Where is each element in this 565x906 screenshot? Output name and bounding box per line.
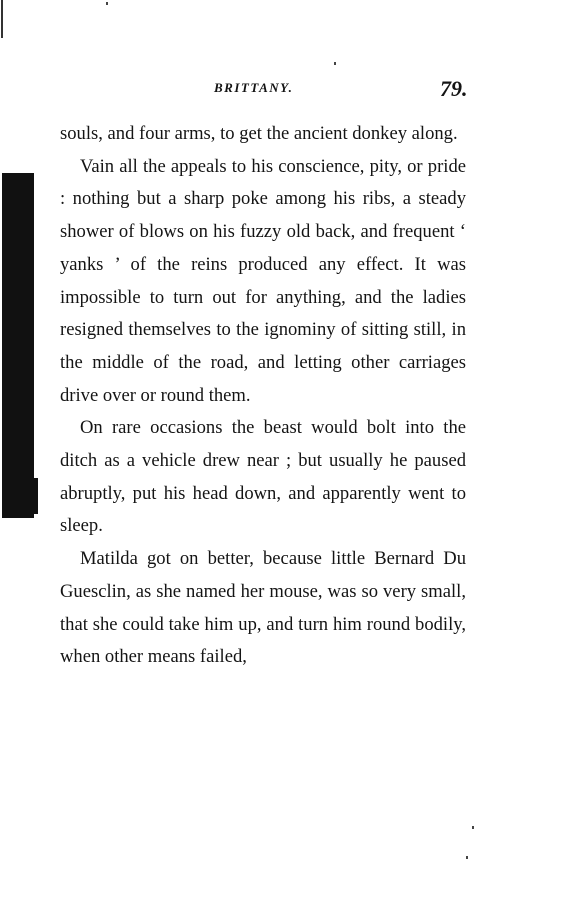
paragraph: On rare occasions the beast would bolt into the ditch as a vehicle drew near ; but usually he paused abruptly, put his head down, and apparently went to sleep. <box>60 417 466 537</box>
scan-edge-line <box>1 0 3 38</box>
body-text <box>60 118 466 674</box>
paragraph: souls, and four arms, to get the ancient donkey along. <box>60 123 458 144</box>
scan-speck <box>106 2 108 5</box>
scan-binding-shadow <box>2 173 34 518</box>
scan-speck <box>466 856 468 859</box>
scan-speck <box>334 62 336 65</box>
scan-binding-shadow-notch <box>30 478 38 514</box>
paragraph: Matilda got on better, because little Bernard Du Guesclin, as she named her mouse, was so very small, that she could take him up, and turn him round bodily, when other means failed, <box>60 548 466 668</box>
running-head: BRITTANY. <box>214 80 294 95</box>
paragraph: Vain all the appeals to his conscience, pity, or pride : nothing but a sharp poke among his ribs, a steady shower of blows on his fuzzy old back, and frequent ‘ yanks ’ of the reins produced any effect. It was impossible to turn out for anything, and the ladies resigned themselves to the ignominy of sitting still, in the middle of the road, and letting other carriages drive over or round them. <box>60 155 466 406</box>
page-number: 79. <box>440 76 468 101</box>
scan-speck <box>472 826 474 829</box>
